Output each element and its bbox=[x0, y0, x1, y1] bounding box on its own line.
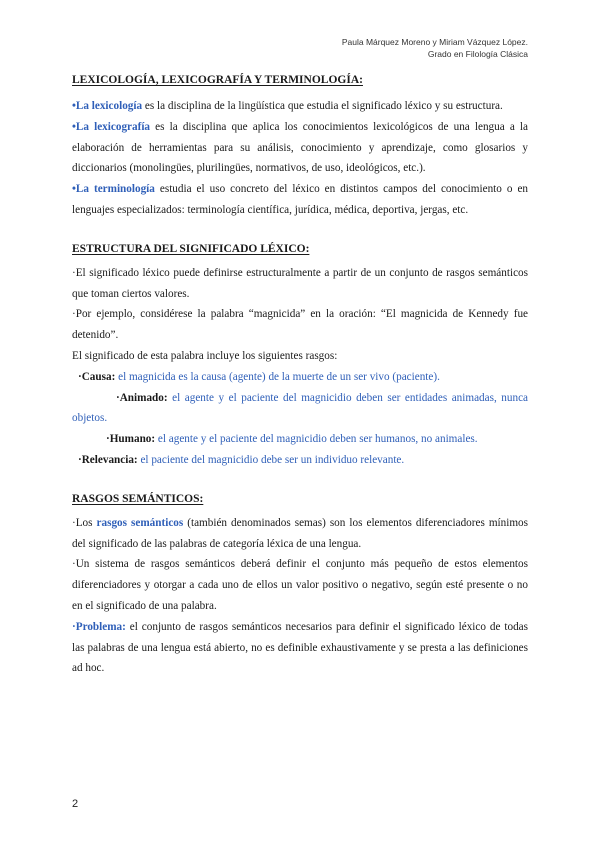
header-degree: Grado en Filología Clásica bbox=[427, 49, 528, 59]
section-title-rasgos: RASGOS SEMÁNTICOS: bbox=[72, 492, 204, 505]
paragraph-rasgos-3: ·Problema: el conjunto de rasgos semánticos necesarios para definir el significado léxico de todas las palabras de una lengua está abierto, no es definible exhaustivamente y se presta a las definiciones ad hoc. bbox=[72, 620, 528, 675]
feature-humano: ·Humano: el agente y el paciente del magnicidio deben ser humanos, no animales. bbox=[106, 433, 478, 446]
paragraph-rasgos-1: ·Los rasgos semánticos (también denominados semas) son los elementos diferenciadores mínimos del significado de las palabras de categoría léxica de una lengua. bbox=[72, 516, 528, 550]
term-lexicologia: •La lexicología bbox=[72, 100, 143, 112]
section-title-lexicologia: LEXICOLOGÍA, LEXICOGRAFÍA Y TERMINOLOGÍA: bbox=[72, 74, 363, 86]
page-number: 2 bbox=[72, 798, 79, 810]
paragraph-rasgos-2: ·Un sistema de rasgos semánticos deberá definir el conjunto más pequeño de estos elementos diferenciadores y otorgar a cada uno de ellos un valor positivo o negativo, según esté presente o no en el significado de una palabra. bbox=[72, 558, 528, 612]
term-terminologia: •La terminología bbox=[72, 183, 155, 196]
section-title-estructura: ESTRUCTURA DEL SIGNIFICADO LÉXICO: bbox=[72, 242, 310, 255]
feature-relevancia: ·Relevancia: el paciente del magnicidio debe ser un individuo relevante. bbox=[78, 453, 405, 466]
paragraph-lexicologia: •La lexicología es la disciplina de la lingüística que estudia el significado léxico y su estructura. bbox=[72, 100, 503, 112]
term-rasgos-semanticos: rasgos semánticos bbox=[96, 516, 184, 529]
document-body bbox=[72, 70, 528, 679]
paragraph-estructura-1: ·El significado léxico puede definirse estructuralmente a partir de un conjunto de rasgos semánticos que toman ciertos valores. bbox=[72, 266, 528, 300]
feature-animado: ·Animado: el agente y el paciente del magnicidio deben ser entidades animadas, nunca objetos. bbox=[72, 391, 528, 425]
page-header bbox=[342, 36, 528, 60]
paragraph-terminologia: •La terminología estudia el uso concreto del léxico en distintos campos del conocimiento o en lenguajes especializados: terminología científica, jurídica, médica, deportiva, jergas, etc. bbox=[72, 183, 529, 216]
term-problema: ·Problema: bbox=[72, 620, 126, 633]
paragraph-lexicografia: •La lexicografía es la disciplina que aplica los conocimientos lexicológicos de una lengua a la elaboración de herramientas para su análisis, conocimiento y aprendizaje, como glosarios y diccionarios (monolingües, plurilingües, normativos, de uso, ideológicos, etc.). bbox=[72, 120, 529, 175]
paragraph-estructura-2: ·Por ejemplo, considérese la palabra “magnicida” en la oración: “El magnicida de Kennedy fue detenido”. bbox=[72, 308, 528, 342]
term-lexicografia: •La lexicografía bbox=[72, 120, 151, 133]
feature-causa: ·Causa: el magnicida es la causa (agente) de la muerte de un ser vivo (paciente). bbox=[78, 370, 440, 383]
paragraph-estructura-3: El significado de esta palabra incluye los siguientes rasgos: bbox=[72, 349, 338, 362]
header-authors: Paula Márquez Moreno y Miriam Vázquez López. bbox=[341, 37, 528, 47]
